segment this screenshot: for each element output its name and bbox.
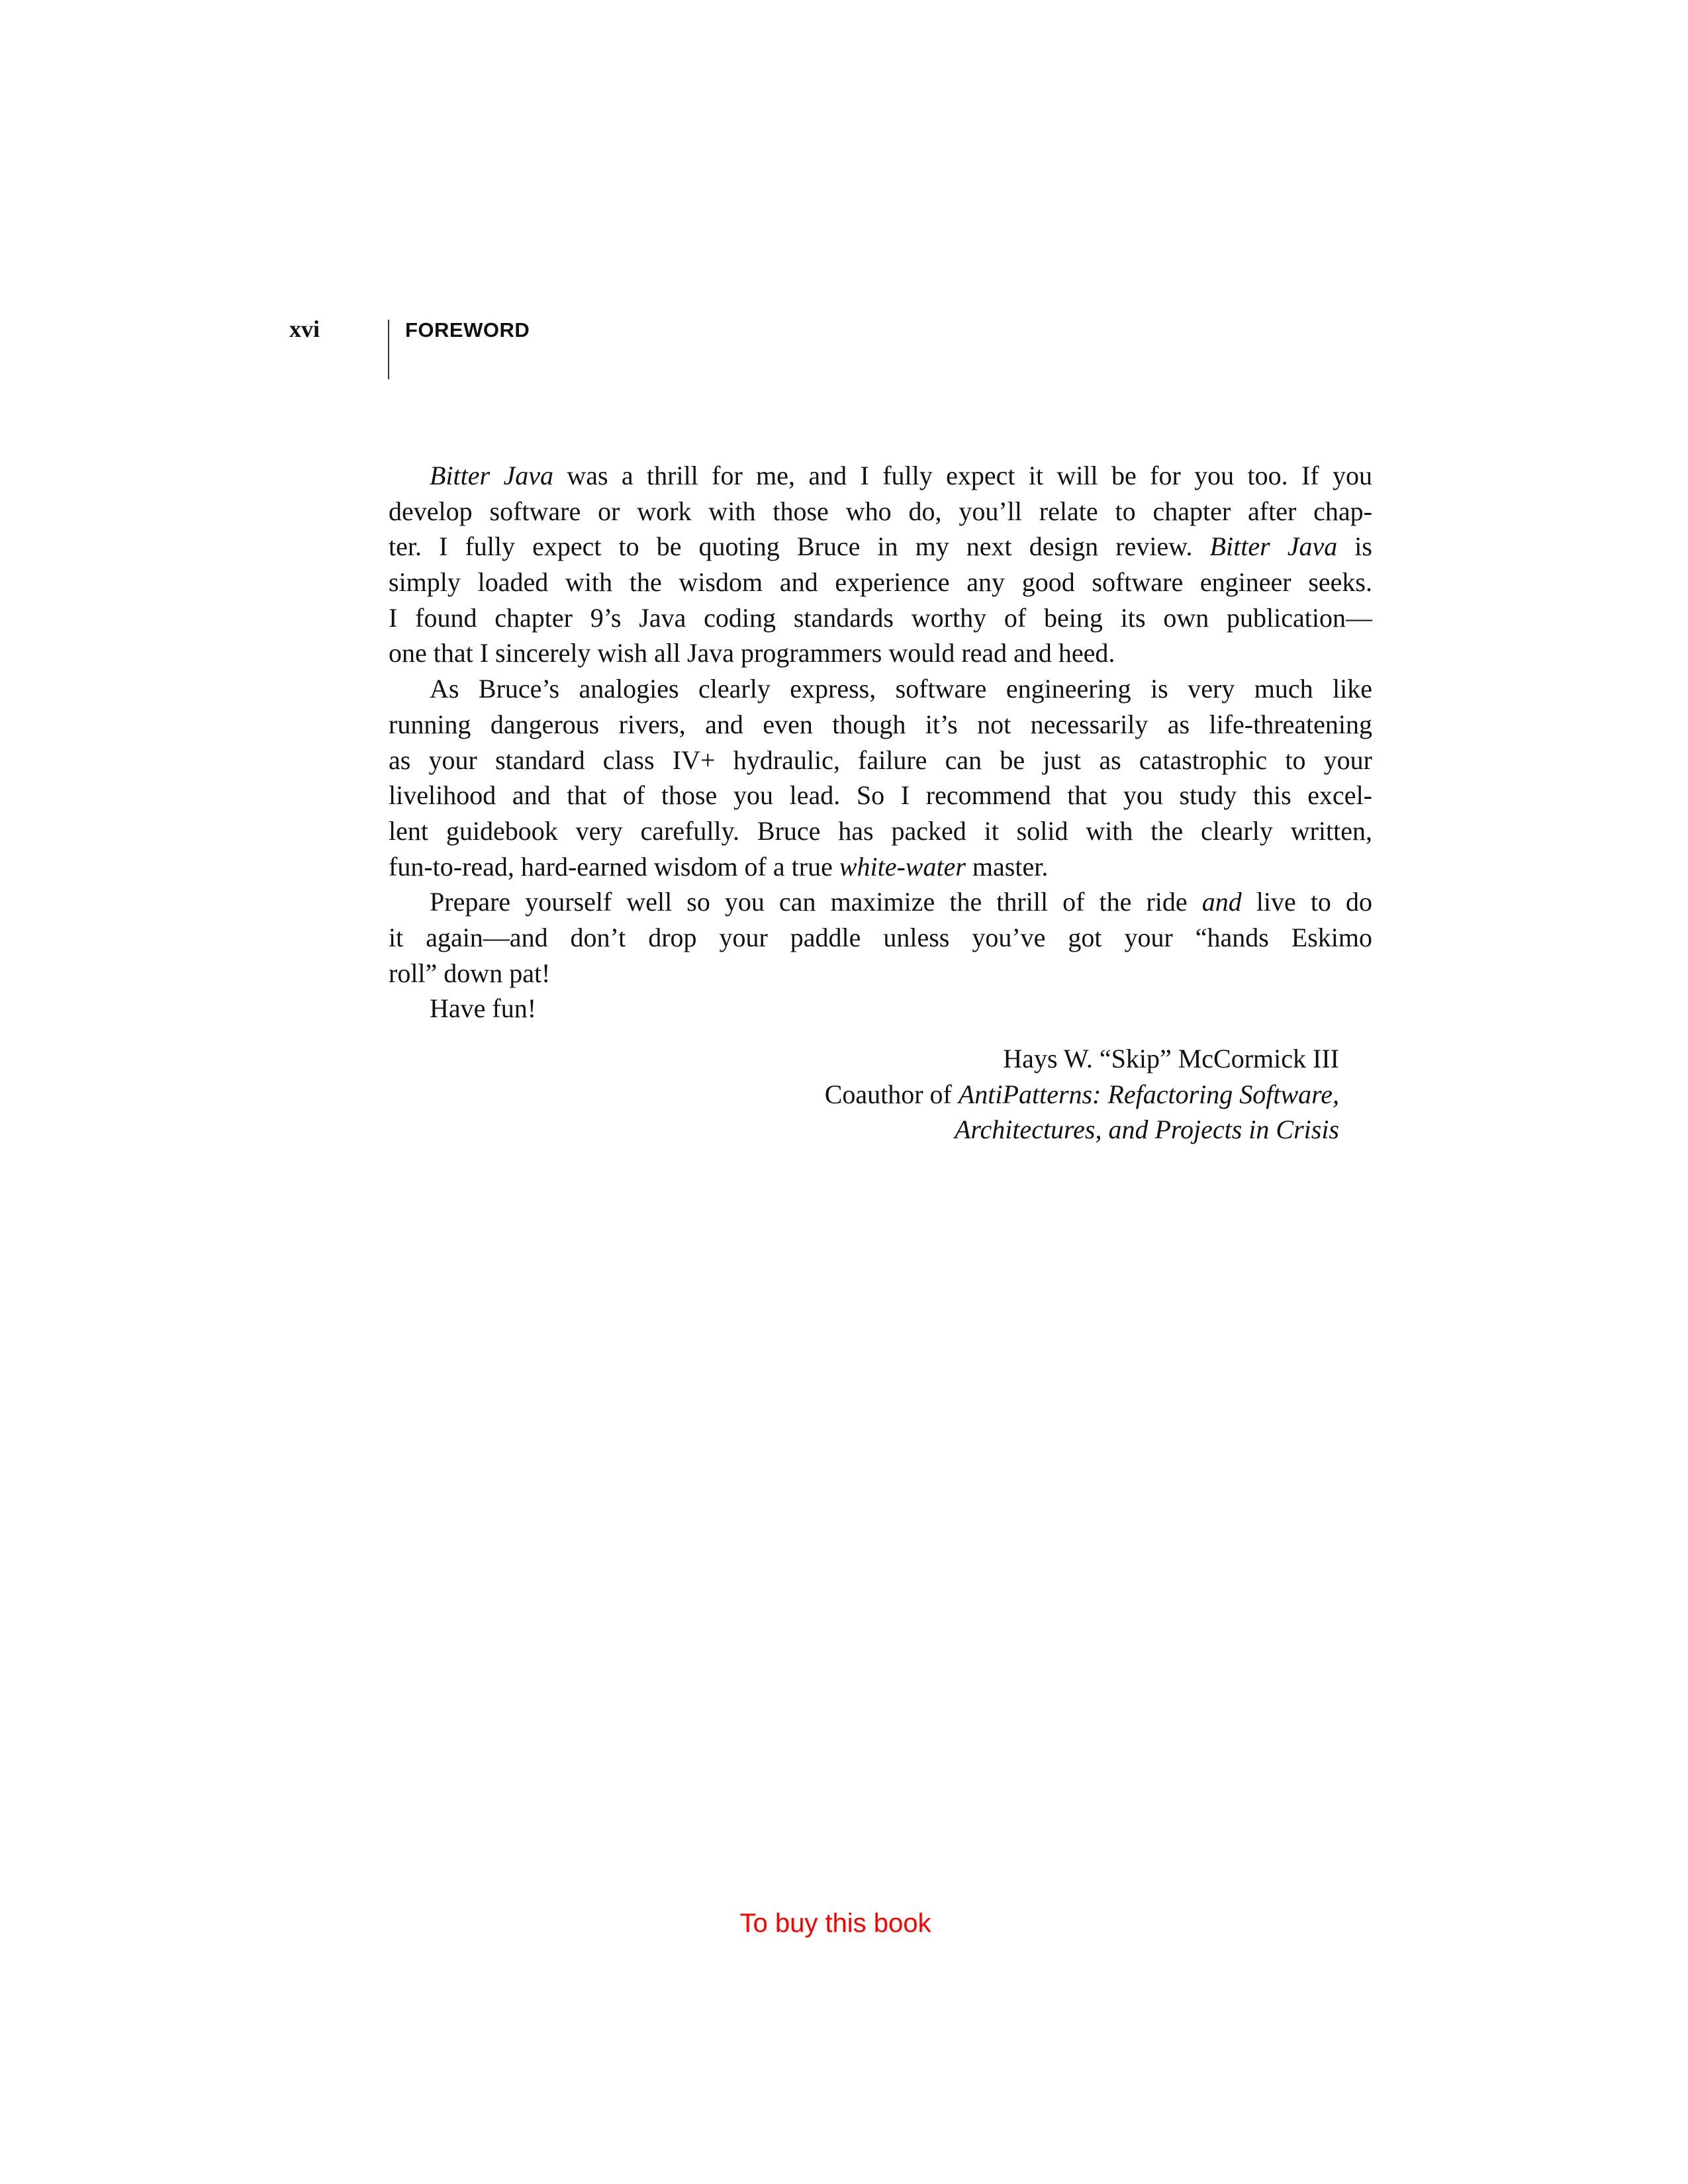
text-line — [389, 565, 1372, 600]
text-line — [389, 743, 1372, 778]
text-segment: lent guidebook very carefully. Bruce has packed it solid with the clearly written, — [389, 815, 1372, 846]
text-line — [389, 671, 1372, 707]
text-line — [389, 920, 1372, 956]
text-segment: as your standard class IV+ hydraulic, failure can be just as catastrophic to your — [389, 745, 1372, 775]
footer — [0, 1909, 1671, 1938]
text-line — [389, 458, 1372, 494]
signature-name: Hays W. “Skip” McCormick III — [1003, 1044, 1339, 1073]
text-segment: live to do — [1241, 887, 1372, 917]
text-segment: develop software or work with those who do, you’ll relate to chapter after chap- — [389, 496, 1372, 526]
header-divider — [388, 320, 389, 379]
signature-block — [545, 1041, 1339, 1148]
text-line — [389, 813, 1372, 849]
text-line — [389, 635, 1372, 671]
text-line — [389, 991, 1372, 1026]
text-line — [389, 600, 1372, 636]
text-segment: livelihood and that of those you lead. So I recommend that you study this excel- — [389, 780, 1372, 811]
italic-text: white-water — [839, 851, 966, 882]
book-title-part1: AntiPatterns: Refactoring Software, — [958, 1079, 1339, 1109]
text-segment: I found chapter 9’s Java coding standards worthy of being its own publication— — [389, 602, 1372, 633]
text-segment: simply loaded with the wisdom and experience any good software engineer seeks. — [389, 567, 1372, 598]
text-segment: fun-to-read, hard-earned wisdom of a true — [389, 851, 839, 882]
text-line — [389, 494, 1372, 529]
text-segment: it again—and don’t drop your paddle unless you’ve got your “hands Eskimo — [389, 922, 1372, 952]
text-line — [389, 707, 1372, 743]
text-segment: ter. I fully expect to be quoting Bruce in my next design review. — [389, 531, 1210, 562]
signature-prefix: Coauthor of — [824, 1079, 959, 1109]
text-segment: was a thrill for me, and I fully expect it will be for you too. If you — [553, 461, 1372, 490]
italic-text: Bitter Java — [1209, 531, 1338, 562]
text-line — [389, 529, 1372, 565]
text-segment: roll” down pat! — [389, 958, 551, 988]
text-segment: Prepare yourself well so you can maximize the thrill of the ride — [430, 887, 1202, 917]
text-line — [389, 778, 1372, 813]
italic-text: and — [1201, 887, 1242, 917]
text-segment: As Bruce’s analogies clearly express, software engineering is very much like — [430, 674, 1372, 704]
text-segment: running dangerous rivers, and even though it’s not necessarily as life-threatening — [389, 709, 1372, 739]
text-line — [389, 956, 1372, 991]
text-segment: one that I sincerely wish all Java programmers would read and heed. — [389, 638, 1115, 668]
book-title-part2: Architectures, and Projects in Crisis — [954, 1115, 1339, 1145]
page-number: xvi — [289, 316, 320, 342]
running-title: FOREWORD — [405, 318, 530, 341]
text-line — [389, 849, 1372, 885]
text-line — [389, 884, 1372, 920]
text-segment: is — [1337, 531, 1372, 562]
foreword-body — [389, 458, 1372, 1026]
text-segment: Have fun! — [430, 993, 537, 1024]
buy-book-link[interactable]: To buy this book — [739, 1909, 931, 1938]
signature-affiliation — [545, 1077, 1339, 1113]
italic-text: Bitter Java — [430, 461, 553, 490]
text-segment: master. — [965, 851, 1049, 882]
